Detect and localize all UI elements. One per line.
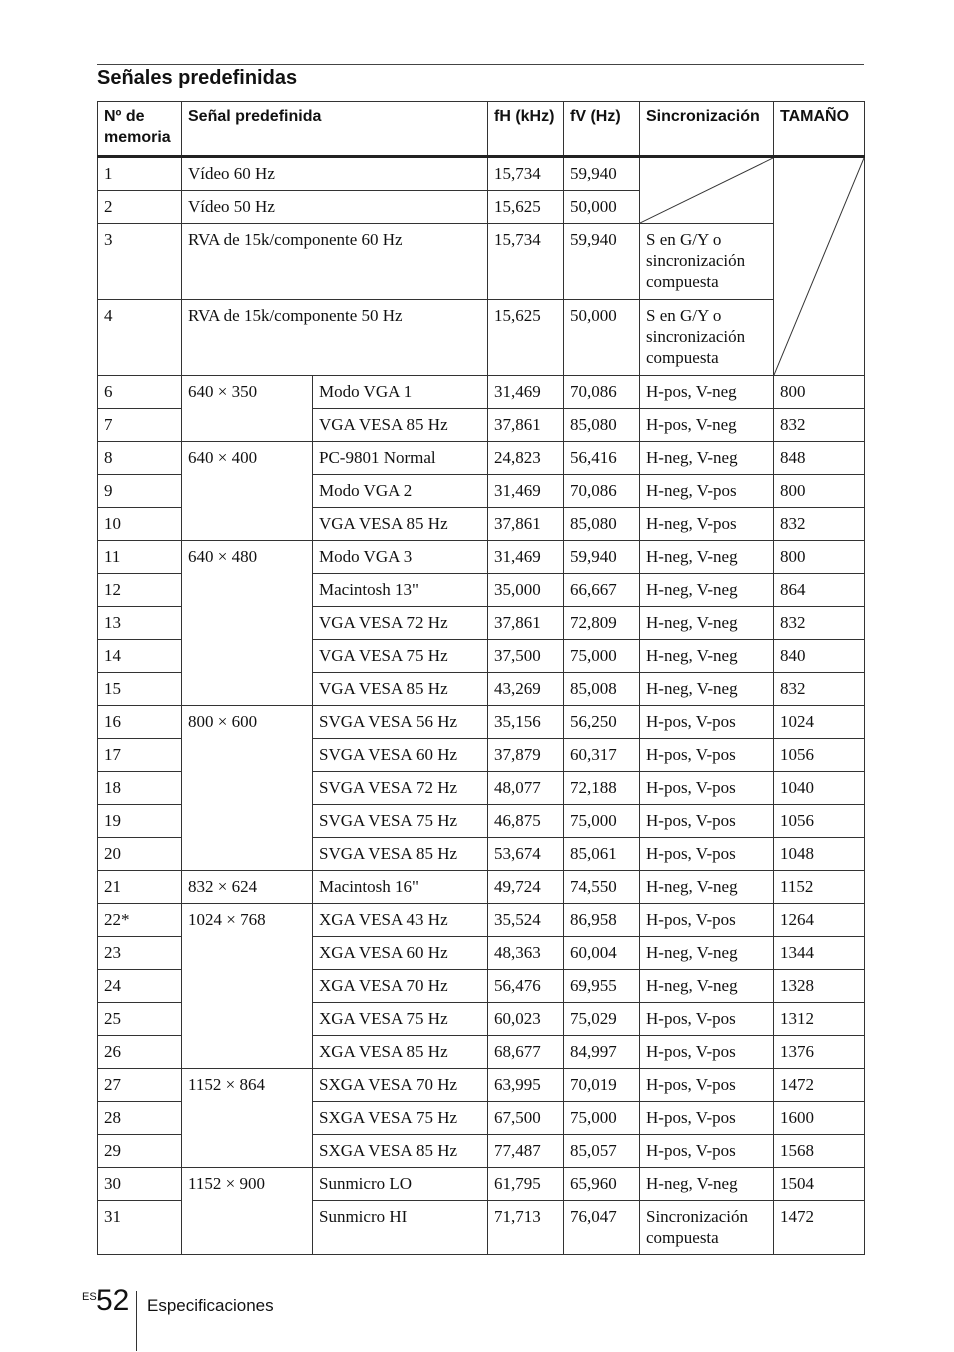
cell-sync: H-neg, V-neg — [640, 970, 774, 1003]
cell-fh: 49,724 — [488, 871, 564, 904]
cell-fv: 50,000 — [564, 300, 640, 376]
cell-memory: 11 — [98, 541, 182, 574]
cell-size: 840 — [774, 640, 865, 673]
cell-sync: H-neg, V-neg — [640, 607, 774, 640]
cell-resolution: 800 × 600 — [182, 706, 313, 871]
cell-sync: Sincronización compuesta — [640, 1201, 774, 1255]
header-fv: fV (Hz) — [564, 102, 640, 157]
cell-sync: H-neg, V-neg — [640, 541, 774, 574]
cell-size: 1376 — [774, 1036, 865, 1069]
cell-fh: 35,000 — [488, 574, 564, 607]
cell-size: 1048 — [774, 838, 865, 871]
cell-memory: 21 — [98, 871, 182, 904]
cell-sync-not-applicable — [640, 157, 774, 224]
cell-sync: H-neg, V-pos — [640, 508, 774, 541]
cell-fv: 59,940 — [564, 541, 640, 574]
cell-resolution: 1152 × 864 — [182, 1069, 313, 1168]
cell-memory: 26 — [98, 1036, 182, 1069]
cell-memory: 29 — [98, 1135, 182, 1168]
table-row — [98, 1168, 865, 1201]
footer-lang: ES — [82, 1291, 97, 1303]
cell-sync: H-pos, V-pos — [640, 805, 774, 838]
header-fh: fH (kHz) — [488, 102, 564, 157]
cell-memory: 18 — [98, 772, 182, 805]
table-row — [98, 541, 865, 574]
cell-fv: 60,317 — [564, 739, 640, 772]
cell-memory: 9 — [98, 475, 182, 508]
cell-size: 1056 — [774, 739, 865, 772]
cell-fh: 68,677 — [488, 1036, 564, 1069]
cell-memory: 12 — [98, 574, 182, 607]
cell-mode: VGA VESA 85 Hz — [313, 409, 488, 442]
page-number: 52 — [96, 1284, 130, 1317]
cell-fh: 24,823 — [488, 442, 564, 475]
cell-sync: S en G/Y o sincronización compuesta — [640, 224, 774, 300]
cell-mode: SXGA VESA 70 Hz — [313, 1069, 488, 1102]
cell-size: 1264 — [774, 904, 865, 937]
cell-memory: 8 — [98, 442, 182, 475]
cell-memory: 31 — [98, 1201, 182, 1255]
header-memory: Nº de memoria — [98, 102, 182, 157]
cell-fv: 75,000 — [564, 640, 640, 673]
cell-mode: XGA VESA 85 Hz — [313, 1036, 488, 1069]
cell-signal: Vídeo 60 Hz — [182, 157, 488, 191]
section-title: Señales predefinidas — [97, 67, 298, 89]
cell-fv: 75,000 — [564, 805, 640, 838]
cell-sync: H-neg, V-neg — [640, 673, 774, 706]
cell-sync: H-pos, V-pos — [640, 772, 774, 805]
cell-size: 1024 — [774, 706, 865, 739]
cell-sync: H-pos, V-pos — [640, 1036, 774, 1069]
cell-memory: 28 — [98, 1102, 182, 1135]
cell-memory: 16 — [98, 706, 182, 739]
cell-mode: XGA VESA 75 Hz — [313, 1003, 488, 1036]
header-size: TAMAÑO — [774, 102, 865, 157]
cell-fh: 46,875 — [488, 805, 564, 838]
cell-fh: 15,734 — [488, 224, 564, 300]
table-header-row — [98, 102, 865, 157]
cell-mode: Macintosh 13" — [313, 574, 488, 607]
cell-sync: H-pos, V-pos — [640, 838, 774, 871]
cell-memory: 13 — [98, 607, 182, 640]
cell-fv: 56,416 — [564, 442, 640, 475]
table-row — [98, 1069, 865, 1102]
cell-size: 1152 — [774, 871, 865, 904]
cell-fv: 75,000 — [564, 1102, 640, 1135]
cell-size: 800 — [774, 541, 865, 574]
cell-memory: 7 — [98, 409, 182, 442]
cell-mode: Modo VGA 2 — [313, 475, 488, 508]
cell-sync: H-neg, V-pos — [640, 475, 774, 508]
cell-fv: 56,250 — [564, 706, 640, 739]
cell-size-not-applicable — [774, 157, 865, 376]
cell-fv: 75,029 — [564, 1003, 640, 1036]
cell-memory: 22* — [98, 904, 182, 937]
cell-fv: 70,086 — [564, 475, 640, 508]
footer-divider — [136, 1291, 137, 1351]
cell-size: 1040 — [774, 772, 865, 805]
cell-fv: 85,057 — [564, 1135, 640, 1168]
cell-mode: VGA VESA 85 Hz — [313, 673, 488, 706]
cell-memory: 17 — [98, 739, 182, 772]
cell-resolution: 1024 × 768 — [182, 904, 313, 1069]
cell-fv: 84,997 — [564, 1036, 640, 1069]
cell-mode: Modo VGA 1 — [313, 376, 488, 409]
cell-sync: H-pos, V-pos — [640, 1135, 774, 1168]
top-rule — [97, 64, 864, 65]
table-row — [98, 300, 865, 376]
cell-sync: H-pos, V-pos — [640, 706, 774, 739]
cell-fh: 37,500 — [488, 640, 564, 673]
cell-mode: VGA VESA 72 Hz — [313, 607, 488, 640]
cell-memory: 6 — [98, 376, 182, 409]
cell-sync: H-pos, V-pos — [640, 1069, 774, 1102]
cell-size: 800 — [774, 475, 865, 508]
cell-size: 1472 — [774, 1201, 865, 1255]
table-row — [98, 224, 865, 300]
cell-fv: 74,550 — [564, 871, 640, 904]
cell-mode: SVGA VESA 60 Hz — [313, 739, 488, 772]
cell-fh: 56,476 — [488, 970, 564, 1003]
cell-memory: 14 — [98, 640, 182, 673]
cell-mode: SVGA VESA 75 Hz — [313, 805, 488, 838]
cell-fv: 86,958 — [564, 904, 640, 937]
cell-fh: 48,363 — [488, 937, 564, 970]
cell-size: 1472 — [774, 1069, 865, 1102]
cell-signal: RVA de 15k/componente 60 Hz — [182, 224, 488, 300]
cell-mode: XGA VESA 70 Hz — [313, 970, 488, 1003]
cell-sync: H-pos, V-pos — [640, 904, 774, 937]
cell-mode: Modo VGA 3 — [313, 541, 488, 574]
cell-mode: XGA VESA 60 Hz — [313, 937, 488, 970]
cell-mode: SVGA VESA 85 Hz — [313, 838, 488, 871]
cell-fv: 69,955 — [564, 970, 640, 1003]
cell-fh: 37,861 — [488, 409, 564, 442]
cell-fh: 35,524 — [488, 904, 564, 937]
cell-sync: H-neg, V-neg — [640, 574, 774, 607]
cell-size: 832 — [774, 607, 865, 640]
table-row — [98, 376, 865, 409]
cell-size: 1600 — [774, 1102, 865, 1135]
cell-fv: 70,086 — [564, 376, 640, 409]
cell-fh: 60,023 — [488, 1003, 564, 1036]
signal-rows — [98, 376, 865, 1255]
cell-size: 1312 — [774, 1003, 865, 1036]
cell-fv: 60,004 — [564, 937, 640, 970]
cell-mode: SXGA VESA 75 Hz — [313, 1102, 488, 1135]
cell-size: 832 — [774, 508, 865, 541]
cell-fh: 37,861 — [488, 508, 564, 541]
header-sync: Sincronización — [640, 102, 774, 157]
table-row — [98, 871, 865, 904]
cell-sync: H-neg, V-neg — [640, 1168, 774, 1201]
cell-size: 800 — [774, 376, 865, 409]
table-row — [98, 904, 865, 937]
cell-mode: Sunmicro LO — [313, 1168, 488, 1201]
cell-sync: H-pos, V-pos — [640, 1003, 774, 1036]
cell-size: 1504 — [774, 1168, 865, 1201]
cell-mode: Sunmicro HI — [313, 1201, 488, 1255]
cell-fv: 85,008 — [564, 673, 640, 706]
preset-signals-table — [97, 101, 865, 1255]
cell-mode: XGA VESA 43 Hz — [313, 904, 488, 937]
cell-mode: VGA VESA 85 Hz — [313, 508, 488, 541]
cell-resolution: 832 × 624 — [182, 871, 313, 904]
footer-section: Especificaciones — [147, 1296, 274, 1315]
cell-size: 1056 — [774, 805, 865, 838]
cell-size: 832 — [774, 673, 865, 706]
cell-sync: H-pos, V-pos — [640, 1102, 774, 1135]
cell-size: 864 — [774, 574, 865, 607]
cell-memory: 23 — [98, 937, 182, 970]
cell-memory: 27 — [98, 1069, 182, 1102]
cell-fh: 31,469 — [488, 376, 564, 409]
table-row — [98, 442, 865, 475]
cell-fh: 53,674 — [488, 838, 564, 871]
cell-memory: 2 — [98, 191, 182, 224]
cell-memory: 24 — [98, 970, 182, 1003]
cell-fh: 67,500 — [488, 1102, 564, 1135]
cell-fh: 71,713 — [488, 1201, 564, 1255]
cell-mode: PC-9801 Normal — [313, 442, 488, 475]
cell-size: 1328 — [774, 970, 865, 1003]
cell-fh: 37,861 — [488, 607, 564, 640]
cell-sync: H-neg, V-neg — [640, 442, 774, 475]
cell-fh: 15,625 — [488, 191, 564, 224]
cell-memory: 25 — [98, 1003, 182, 1036]
cell-sync: H-neg, V-neg — [640, 640, 774, 673]
cell-resolution: 1152 × 900 — [182, 1168, 313, 1255]
diagonal-line — [774, 158, 864, 375]
diagonal-line — [640, 158, 773, 223]
cell-fh: 61,795 — [488, 1168, 564, 1201]
header-signal: Señal predefinida — [182, 102, 488, 157]
cell-signal: RVA de 15k/componente 50 Hz — [182, 300, 488, 376]
cell-fh: 35,156 — [488, 706, 564, 739]
cell-size: 848 — [774, 442, 865, 475]
cell-resolution: 640 × 350 — [182, 376, 313, 442]
cell-fv: 72,188 — [564, 772, 640, 805]
cell-fv: 50,000 — [564, 191, 640, 224]
table-row — [98, 706, 865, 739]
cell-resolution: 640 × 400 — [182, 442, 313, 541]
cell-fh: 15,625 — [488, 300, 564, 376]
cell-sync: H-pos, V-neg — [640, 376, 774, 409]
cell-resolution: 640 × 480 — [182, 541, 313, 706]
cell-fv: 85,080 — [564, 508, 640, 541]
cell-size: 832 — [774, 409, 865, 442]
cell-fh: 37,879 — [488, 739, 564, 772]
cell-memory: 4 — [98, 300, 182, 376]
cell-memory: 15 — [98, 673, 182, 706]
cell-fv: 72,809 — [564, 607, 640, 640]
cell-fv: 70,019 — [564, 1069, 640, 1102]
cell-fh: 77,487 — [488, 1135, 564, 1168]
cell-fh: 43,269 — [488, 673, 564, 706]
cell-sync: S en G/Y o sincronización compuesta — [640, 300, 774, 376]
cell-mode: SVGA VESA 56 Hz — [313, 706, 488, 739]
cell-fh: 48,077 — [488, 772, 564, 805]
cell-fv: 59,940 — [564, 157, 640, 191]
cell-memory: 19 — [98, 805, 182, 838]
cell-fv: 59,940 — [564, 224, 640, 300]
cell-fv: 85,080 — [564, 409, 640, 442]
cell-memory: 30 — [98, 1168, 182, 1201]
cell-fh: 31,469 — [488, 541, 564, 574]
cell-fv: 76,047 — [564, 1201, 640, 1255]
cell-sync: H-neg, V-neg — [640, 871, 774, 904]
cell-fv: 66,667 — [564, 574, 640, 607]
cell-mode: SVGA VESA 72 Hz — [313, 772, 488, 805]
cell-fh: 15,734 — [488, 157, 564, 191]
cell-size: 1568 — [774, 1135, 865, 1168]
cell-sync: H-pos, V-pos — [640, 739, 774, 772]
cell-mode: SXGA VESA 85 Hz — [313, 1135, 488, 1168]
cell-memory: 20 — [98, 838, 182, 871]
cell-size: 1344 — [774, 937, 865, 970]
cell-memory: 1 — [98, 157, 182, 191]
cell-signal: Vídeo 50 Hz — [182, 191, 488, 224]
table-row — [98, 157, 865, 191]
cell-sync: H-neg, V-neg — [640, 937, 774, 970]
cell-mode: VGA VESA 75 Hz — [313, 640, 488, 673]
cell-memory: 3 — [98, 224, 182, 300]
cell-fh: 31,469 — [488, 475, 564, 508]
cell-fv: 65,960 — [564, 1168, 640, 1201]
cell-sync: H-pos, V-neg — [640, 409, 774, 442]
cell-fh: 63,995 — [488, 1069, 564, 1102]
cell-memory: 10 — [98, 508, 182, 541]
cell-mode: Macintosh 16" — [313, 871, 488, 904]
cell-fv: 85,061 — [564, 838, 640, 871]
